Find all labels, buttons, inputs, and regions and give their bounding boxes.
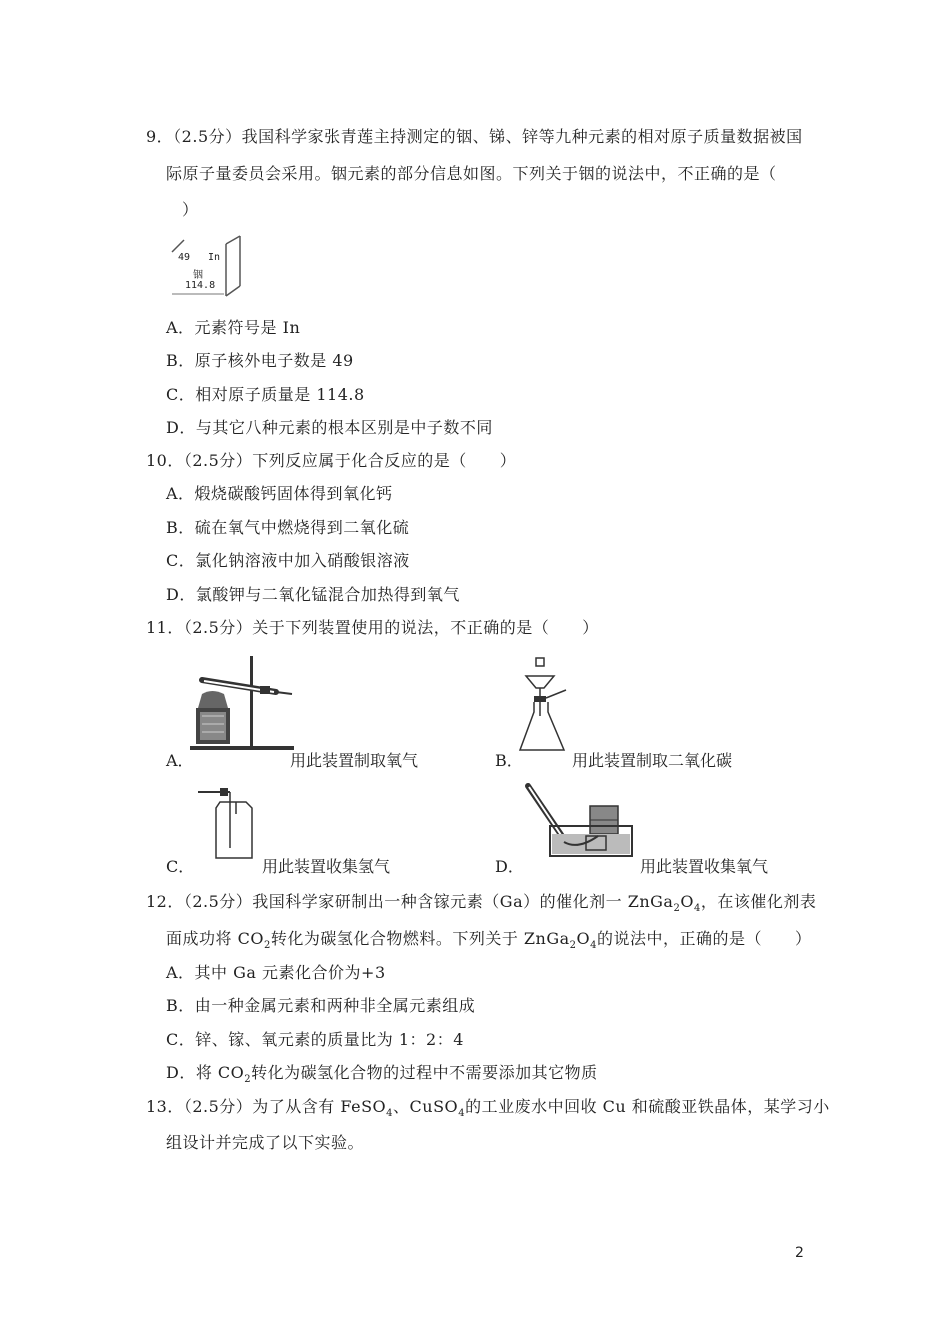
q9-option-d: D．与其它八种元素的根本区别是中子数不同	[166, 418, 493, 437]
q9-option-c: C．相对原子质量是 114.8	[166, 385, 365, 404]
q12-line1-sub-4: 4	[693, 903, 701, 915]
q12-option-b: B．由一种金属元素和两种非全属元素组成	[166, 996, 476, 1015]
q12-line2-part-a: 面成功将 CO	[166, 929, 264, 948]
indium-element-cell	[168, 232, 250, 300]
q10-option-a: A．煅烧碳酸钙固体得到氧化钙	[166, 484, 393, 503]
q12-option-a: A．其中 Ga 元素化合价为+3	[166, 963, 386, 982]
apparatus-d-water-trough-figure	[520, 780, 638, 862]
q12-line2	[166, 928, 812, 957]
q11-option-a-letter: A．	[166, 751, 194, 770]
q12-line2-sub-2b: 2	[569, 940, 577, 952]
q11-option-d-letter: D．	[495, 857, 524, 876]
q11-option-d-text: 用此装置收集氧气	[640, 857, 769, 876]
page-number: 2	[795, 1245, 804, 1261]
q13-line1-part-a: 13．（2.5分）为了从含有 FeSO	[146, 1097, 387, 1116]
q9-option-a: A．元素符号是 In	[166, 318, 301, 337]
q13-line1-part-c: 、CuSO	[393, 1097, 459, 1116]
q10-option-c: C．氯化钠溶液中加入硝酸银溶液	[166, 551, 410, 570]
apparatus-c-gas-bottle-figure	[190, 786, 260, 864]
q13-line1	[146, 1096, 830, 1125]
q9-line1: 9．（2.5分）我国科学家张青莲主持测定的铟、锑、锌等九种元素的相对原子质量数据被国	[146, 127, 803, 146]
q11-option-b-text: 用此装置制取二氧化碳	[572, 751, 733, 770]
q12-line1-part-o: O	[680, 892, 694, 911]
q11-option-c-letter: C．	[166, 857, 195, 876]
q10-option-d: D．氯酸钾与二氧化锰混合加热得到氧气	[166, 585, 460, 604]
q9-line2: 际原子量委员会采用。铟元素的部分信息如图。下列关于铟的说法中，不正确的是（	[166, 164, 777, 183]
q11-option-c-text: 用此装置收集氢气	[262, 857, 391, 876]
q9-option-b: B．原子核外电子数是 49	[166, 351, 354, 370]
q13-line1-part-end: 的工业废水中回收 Cu 和硫酸亚铁晶体，某学习小	[465, 1097, 830, 1116]
q10-option-b: B．硫在氧气中燃烧得到二氧化硫	[166, 518, 410, 537]
q12-line2-part-o: O	[576, 929, 591, 948]
q12-line1-sub-2: 2	[673, 903, 681, 915]
q11-option-b-letter: B．	[495, 751, 523, 770]
q12-option-c: C．锌、镓、氧元素的质量比为 1：2：4	[166, 1030, 464, 1049]
q13-line1-sub-4: 4	[386, 1108, 394, 1120]
q12-option-d-part-a: D．将 CO	[166, 1063, 245, 1082]
element-name: 铟	[193, 270, 203, 281]
q12-line1	[146, 891, 816, 920]
q10-line1: 10．（2.5分）下列反应属于化合反应的是（ ）	[146, 451, 517, 470]
q11-option-a-text: 用此装置制取氧气	[290, 751, 419, 770]
q13-line2: 组设计并完成了以下实验。	[166, 1133, 365, 1152]
q12-line2-sub-4: 4	[590, 940, 598, 952]
q11-line1: 11．（2.5分）关于下列装置使用的说法，不正确的是（ ）	[146, 618, 599, 637]
apparatus-a-heating-tube-figure	[188, 650, 300, 754]
element-atomic-number: 49	[178, 252, 191, 263]
q12-line2-sub-2: 2	[263, 940, 271, 952]
element-symbol: In	[208, 252, 221, 263]
q12-line2-part-c: 转化为碳氢化合物燃料。下列关于 ZnGa	[270, 929, 570, 948]
q12-option-d-sub-2: 2	[244, 1074, 252, 1086]
apparatus-b-funnel-flask-figure	[516, 656, 572, 756]
q9-line3: ）	[182, 200, 199, 219]
q12-line1-part-end: ，在该催化剂表	[700, 892, 817, 911]
q12-line2-part-end: 的说法中，正确的是（ ）	[597, 929, 812, 948]
q13-line1-sub-4b: 4	[458, 1108, 466, 1120]
q12-line1-part-a: 12．（2.5分）我国科学家研制出一种含镓元素（Ga）的催化剂一 ZnGa	[146, 892, 674, 911]
q12-option-d	[166, 1062, 598, 1091]
element-mass: 114.8	[185, 280, 216, 291]
q12-option-d-part-end: 转化为碳氢化合物的过程中不需要添加其它物质	[251, 1063, 598, 1082]
